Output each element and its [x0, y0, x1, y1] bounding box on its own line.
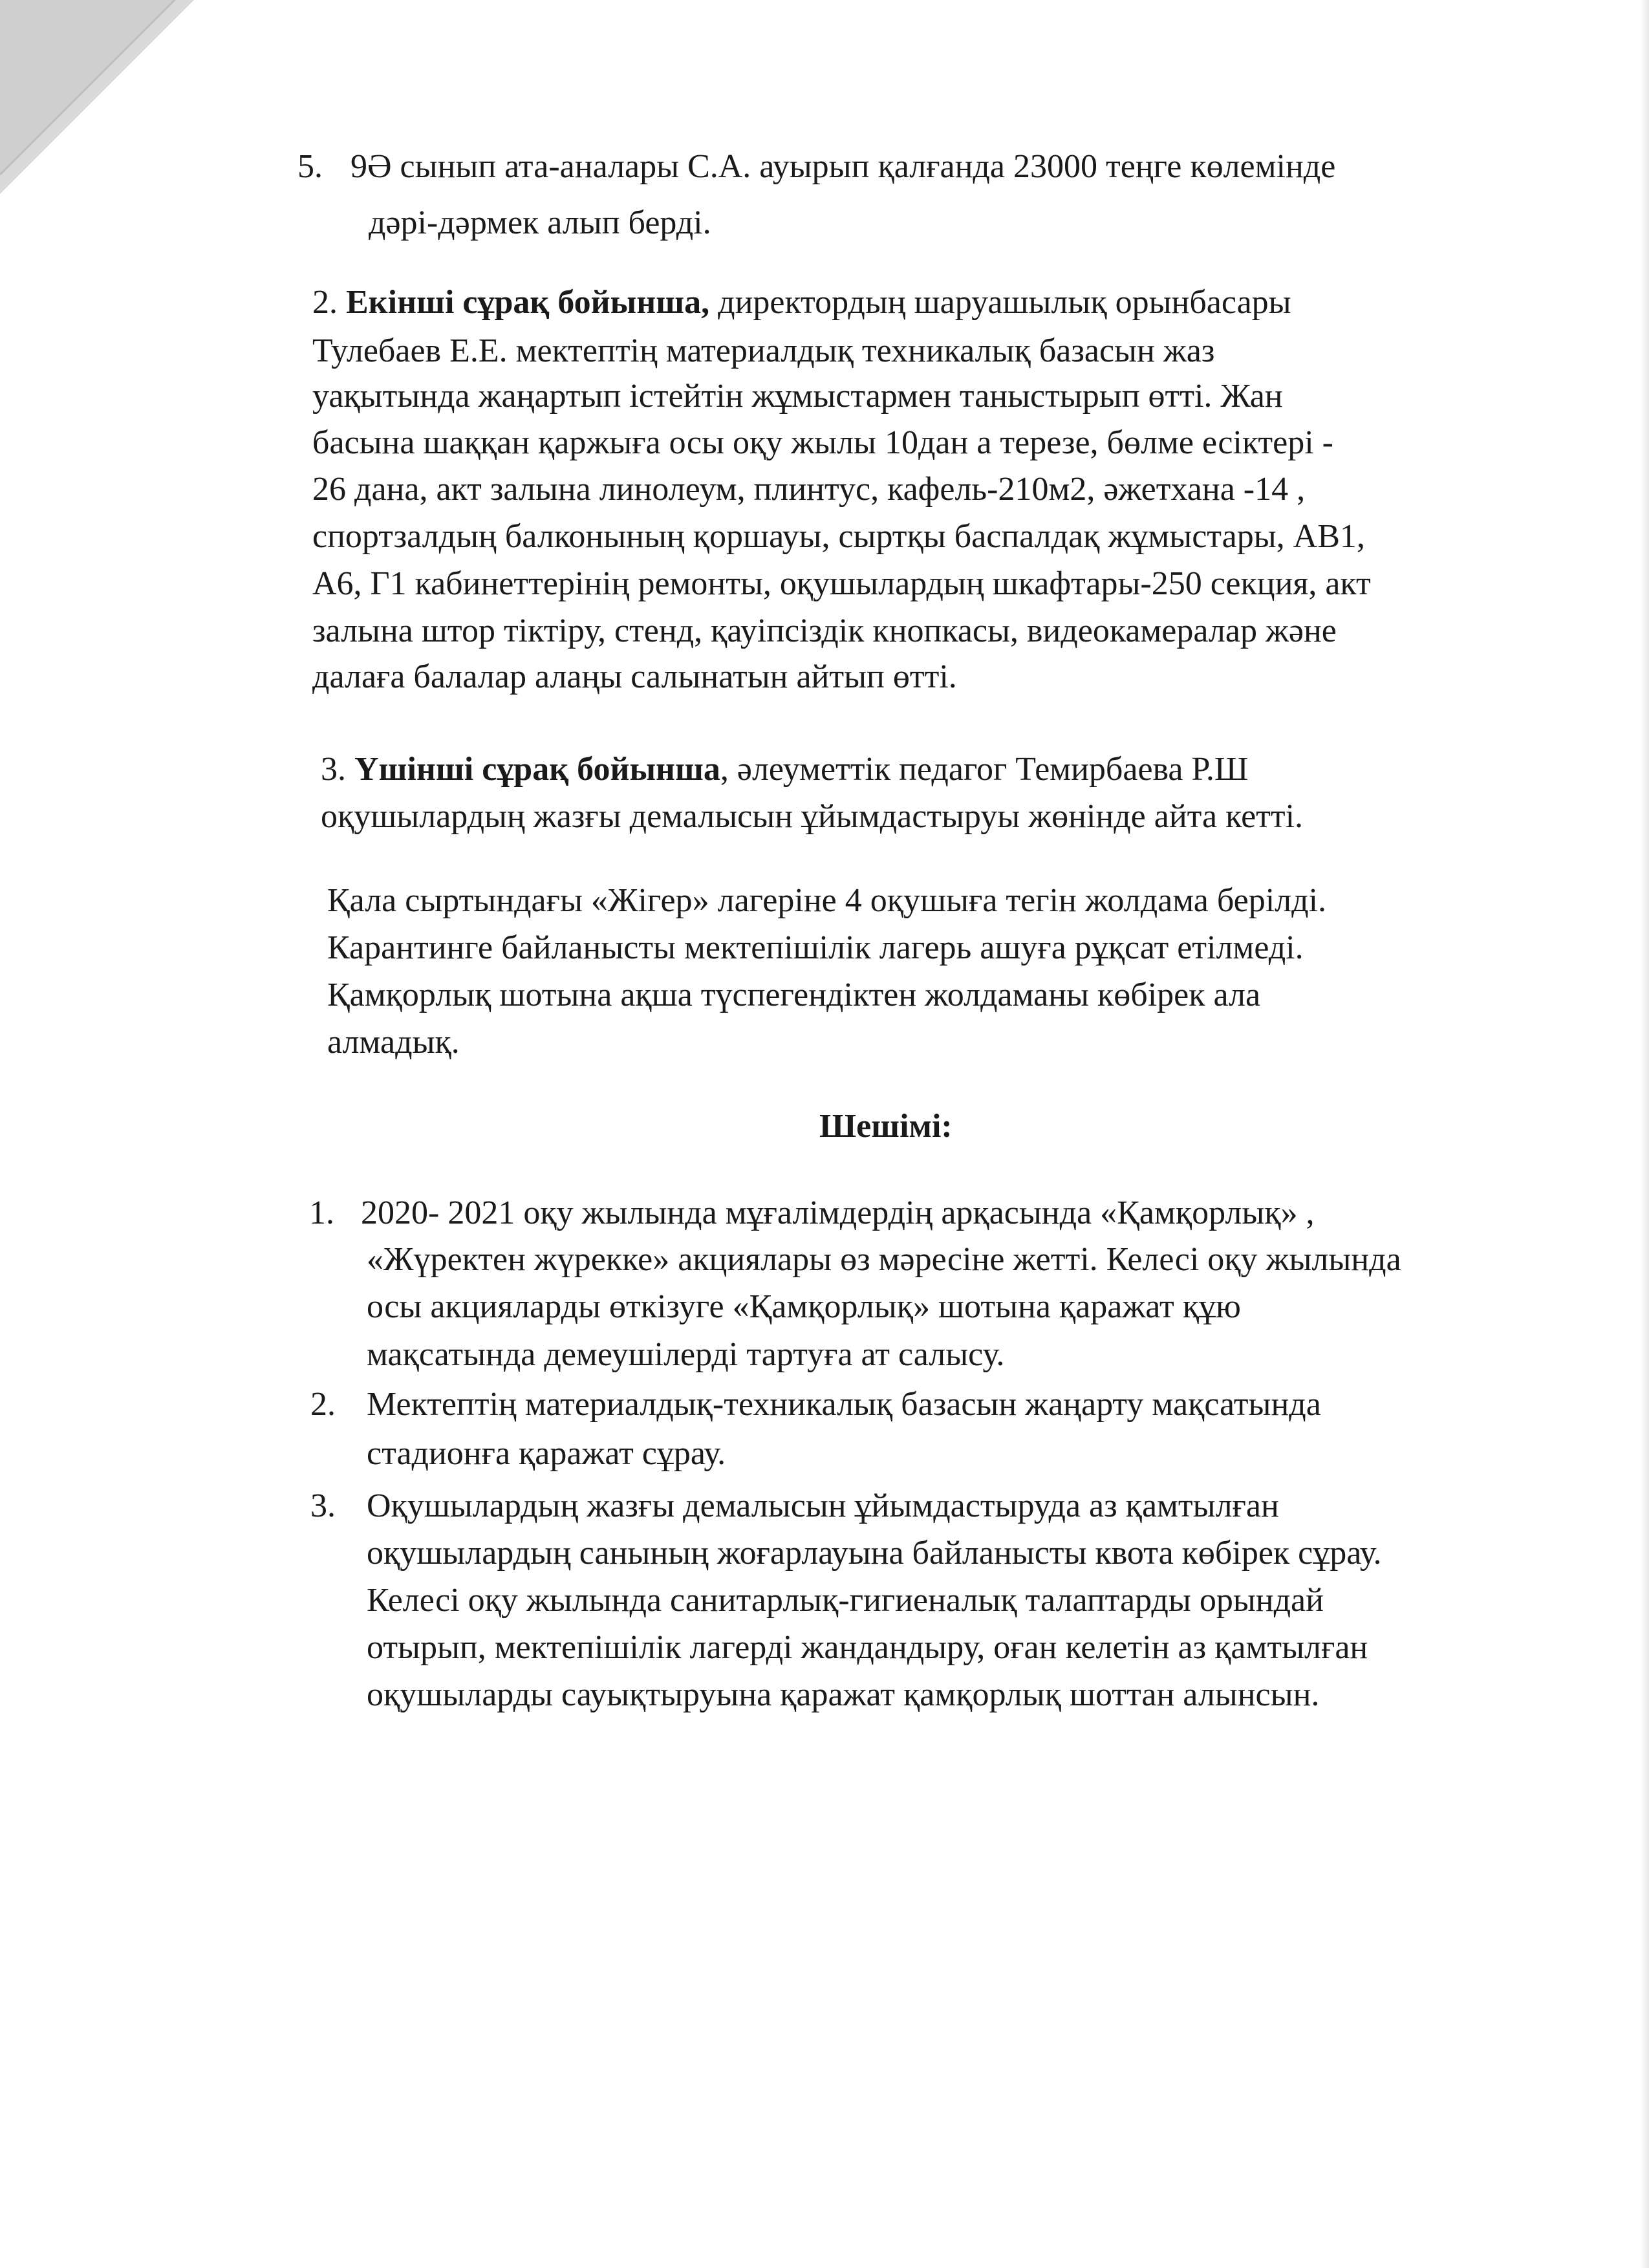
- decision3-number: 3.: [310, 1487, 336, 1524]
- q2-number: 2.: [312, 284, 338, 321]
- q2-line: далаға балалар алаңы салынатын айтып өтті.: [312, 658, 957, 695]
- q2-line: уақытында жаңартып істейтін жұмыстармен таныстырып өтті. Жан: [312, 378, 1283, 415]
- q3-number: 3.: [321, 751, 346, 788]
- decision-heading: Шешімі:: [819, 1108, 953, 1145]
- camp-line: Қамқорлық шотына ақша түспегендіктен жолдаманы көбірек ала: [327, 977, 1261, 1013]
- decision2-line: Мектептің материалдық-техникалық базасын жаңарту мақсатында: [367, 1386, 1321, 1423]
- item5-line2: дәрі-дәрмек алып берді.: [369, 204, 711, 241]
- q2-rest: директордың шаруашылық орынбасары: [709, 284, 1291, 321]
- decision2-number: 2.: [310, 1386, 336, 1423]
- decision3-line: оқушыларды сауықтыруына қаражат қамқорлық шоттан алынсын.: [367, 1676, 1320, 1713]
- q2-line: 26 дана, акт залына линолеум, плинтус, кафель-210м2, әжетхана -14 ,: [312, 471, 1306, 508]
- decision3-line: отырып, мектепішілік лагерді жандандыру, оған келетін аз қамтылған: [367, 1629, 1368, 1666]
- q3-bold-heading: Үшінші сұрақ бойынша: [354, 751, 720, 788]
- q2-line: басына шаққан қаржыға осы оқу жылы 10дан а терезе, бөлме есіктері -: [312, 424, 1333, 461]
- q3-rest: , әлеуметтік педагог Темирбаева Р.Ш: [720, 751, 1249, 788]
- decision3-line: Оқушылардың жазғы демалысын ұйымдастыруда аз қамтылған: [367, 1487, 1279, 1524]
- item5-number: 5.: [297, 148, 323, 185]
- q2-first-line: [312, 283, 1291, 322]
- q2-line: спортзалдың балконының қоршауы, сыртқы баспалдақ жұмыстары, АВ1,: [312, 518, 1365, 555]
- q2-line: залына штор тіктіру, стенд, қауіпсіздік кнопкасы, видеокамералар және: [312, 612, 1337, 649]
- decision1-line: 2020- 2021 оқу жылында мұғалімдердің арқасында «Қамқорлық» ,: [361, 1194, 1315, 1231]
- camp-line: Қала сыртындағы «Жігер» лагеріне 4 оқушыға тегін жолдама берілді.: [327, 882, 1327, 919]
- camp-line: алмадық.: [327, 1024, 460, 1061]
- q2-line: А6, Г1 кабинеттерінің ремонты, оқушылардың шкафтары-250 секция, акт: [312, 565, 1371, 602]
- decision1-line: «Жүректен жүрекке» акциялары өз мәресіне жетті. Келесі оқу жылында: [367, 1241, 1401, 1278]
- decision3-line: Келесі оқу жылында санитарлық-гигиеналық талаптарды орындай: [367, 1582, 1324, 1619]
- q2-bold-heading: Екінші сұрақ бойынша,: [346, 284, 710, 321]
- item5-line1: 9Ә сынып ата-аналары С.А. ауырып қалғанда 23000 теңге көлемінде: [350, 148, 1336, 185]
- q2-line: Тулебаев Е.Е. мектептің материалдық техникалық базасын жаз: [312, 332, 1215, 369]
- decision3-line: оқушылардың санының жоғарлауына байланысты квота көбірек сұрау.: [367, 1535, 1382, 1571]
- decision1-number: 1.: [309, 1194, 334, 1231]
- decision1-line: осы акцияларды өткізуге «Қамқорлық» шотына қаражат құю: [367, 1288, 1241, 1325]
- decision2-line: стадионға қаражат сұрау.: [367, 1435, 726, 1472]
- decision1-line: мақсатында демеушілерді тартуға ат салысу.: [367, 1336, 1005, 1373]
- camp-line: Карантинге байланысты мектепішілік лагерь ашуға рұқсат етілмеді.: [327, 929, 1304, 966]
- q3-line2: оқушылардың жазғы демалысын ұйымдастыруы жөнінде айта кетті.: [321, 798, 1304, 835]
- q3-first-line: [321, 750, 1248, 789]
